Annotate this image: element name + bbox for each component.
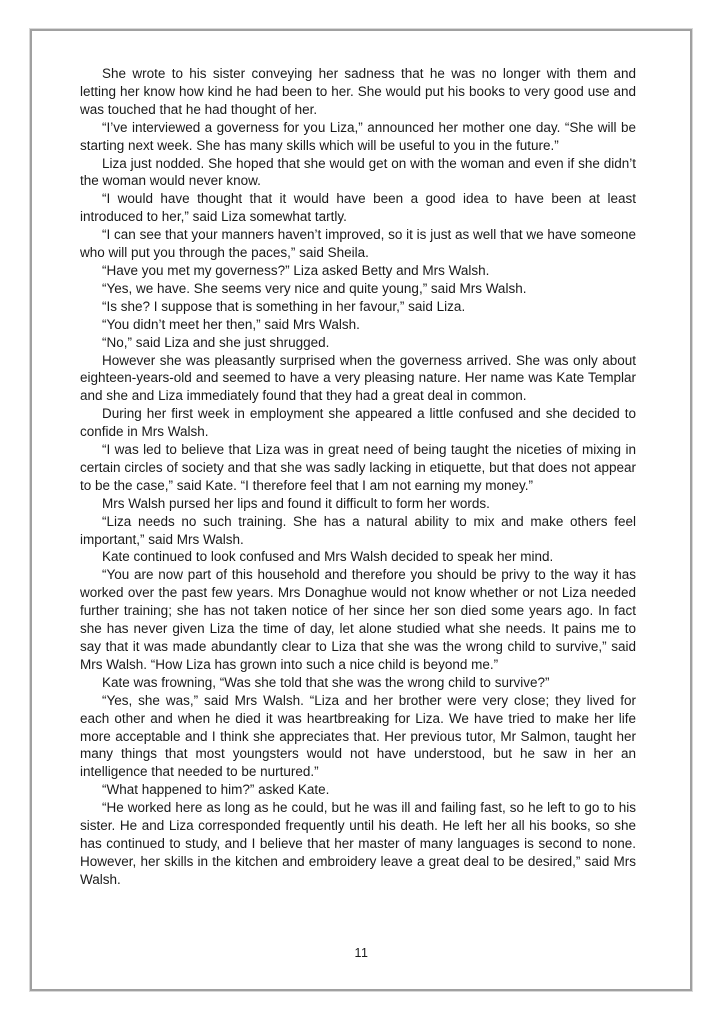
paragraph: During her first week in employment she appeared a little confused and she decided to confide in Mrs Walsh. xyxy=(80,406,636,440)
paragraph: “You didn’t meet her then,” said Mrs Walsh. xyxy=(102,316,360,332)
paragraph: Kate was frowning, “Was she told that she was the wrong child to survive?” xyxy=(102,674,550,690)
paragraph: “Have you met my governess?” Liza asked Betty and Mrs Walsh. xyxy=(102,262,490,278)
paragraph: “No,” said Liza and she just shrugged. xyxy=(102,334,330,350)
paragraph: “Yes, we have. She seems very nice and quite young,” said Mrs Walsh. xyxy=(102,280,527,296)
paragraph: Liza just nodded. She hoped that she would get on with the woman and even if she didn’t the woman would never know. xyxy=(80,155,636,189)
paragraph: Kate continued to look confused and Mrs Walsh decided to speak her mind. xyxy=(102,549,554,565)
paragraph: “I was led to believe that Liza was in great need of being taught the niceties of mixing in certain circles of society and that she was sadly lacking in etiquette, but that does not appear to be the case,” said Kate. “I therefore feel that I am not earning my money.” xyxy=(80,442,636,493)
paragraph: Mrs Walsh pursed her lips and found it difficult to form her words. xyxy=(102,495,490,511)
paragraph: “I’ve interviewed a governess for you Liza,” announced her mother one day. “She will be starting next week. She has many skills which will be useful to you in the future.” xyxy=(80,119,636,153)
paragraph: “Is she? I suppose that is something in her favour,” said Liza. xyxy=(102,298,466,314)
paragraph: “Liza needs no such training. She has a natural ability to mix and make others feel important,” said Mrs Walsh. xyxy=(80,513,636,547)
paragraph: “I would have thought that it would have been a good idea to have been at least introduced to her,” said Liza somewhat tartly. xyxy=(80,191,636,225)
paragraph: “Yes, she was,” said Mrs Walsh. “Liza and her brother were very close; they lived for each other and when he died it was heartbreaking for Liza. We have tried to make her life more acceptable and I think she appreciates that. Her previous tutor, Mr Salmon, taught her many things that most youngsters would not have understood, but he saw in her an intelligence that needed to be nurtured.” xyxy=(80,692,636,780)
paragraph: However she was pleasantly surprised when the governess arrived. She was only about eighteen-years-old and seemed to have a very pleasing nature. Her name was Kate Templar and she and Liza immediately found that they had a great deal in common. xyxy=(80,352,636,404)
body-text xyxy=(80,65,636,889)
paragraph: “You are now part of this household and therefore you should be privy to the way it has worked over the past few years. Mrs Donaghue would not know whether or not Liza needed further training; she has not taken notice of her since her son died some years ago. In fact she has never given Liza the time of day, let alone studied what she needs. It pains me to say that it was made abundantly clear to Liza that she was the wrong child to survive,” said Mrs Walsh. “How Liza has grown into such a nice child is beyond me.” xyxy=(80,567,636,672)
paragraph: “What happened to him?” asked Kate. xyxy=(102,782,330,798)
paragraph: “I can see that your manners haven’t improved, so it is just as well that we have someone who will put you through the paces,” said Sheila. xyxy=(80,227,636,261)
page-number: 11 xyxy=(354,946,369,960)
paragraph: “He worked here as long as he could, but he was ill and failing fast, so he left to go to his sister. He and Liza corresponded frequently until his death. He left her all his books, so she has continued to study, and I believe that her master of many languages is second to none. However, her skills in the kitchen and embroidery leave a great deal to be desired,” said Mrs Walsh. xyxy=(80,800,636,887)
paragraph: She wrote to his sister conveying her sadness that he was no longer with them and letting her know how kind he had been to her. She would put his books to very good use and was touched that he had thought of her. xyxy=(80,66,636,117)
